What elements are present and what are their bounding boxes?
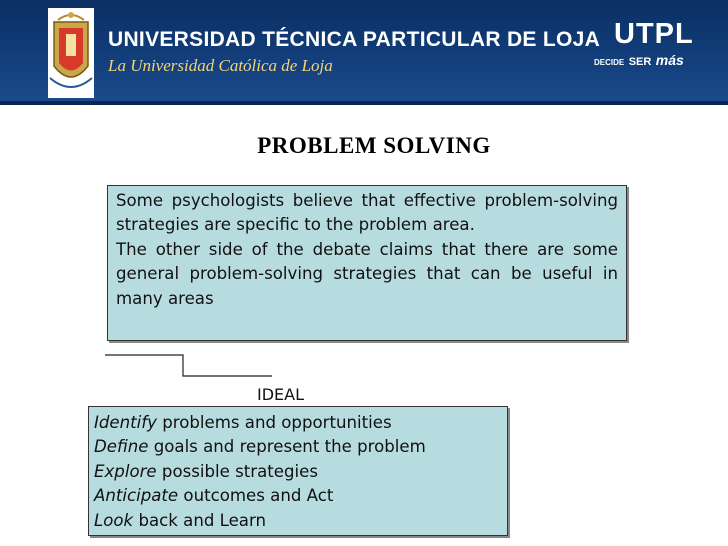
university-subtitle: La Universidad Católica de Loja [108, 56, 333, 75]
intro-paragraph-2: The other side of the debate claims that there are some general problem-solving strategies that can be useful in many areas [116, 239, 618, 308]
ideal-step-explore [94, 460, 502, 484]
ideal-text: back and Learn [133, 510, 267, 530]
ideal-text: problems and opportunities [156, 413, 392, 432]
ideal-step-define [94, 435, 502, 459]
ideal-label: IDEAL [257, 385, 305, 404]
ideal-keyword: Explore [94, 461, 157, 481]
ideal-keyword: Anticipate [94, 486, 179, 506]
ideal-step-anticipate [94, 484, 502, 508]
ideal-step-look [94, 509, 502, 533]
ideal-keyword: Look [94, 510, 134, 530]
ideal-text: outcomes and Act [178, 486, 334, 506]
tagline-ser: SER [628, 56, 652, 68]
utpl-tagline [594, 52, 684, 70]
ideal-keyword: Define [94, 437, 149, 457]
header-banner [0, 0, 728, 105]
utpl-logo-text: UTPL [614, 18, 694, 50]
university-crest-icon [46, 8, 96, 98]
university-name: UNIVERSIDAD TÉCNICA PARTICULAR DE LOJA [108, 28, 601, 51]
tagline-mas: más [655, 52, 684, 68]
ideal-steps-box [88, 406, 508, 536]
ideal-step-identify [94, 411, 502, 435]
ideal-keyword: Identify [94, 413, 157, 432]
ideal-text: goals and represent the problem [148, 437, 426, 457]
ideal-text: possible strategies [156, 461, 318, 481]
intro-paragraph-1: Some psychologists believe that effective problem-solving strategies are specific to the problem area. [116, 191, 618, 235]
connector-arrow [104, 354, 274, 378]
tagline-decide: DECIDE [594, 58, 625, 67]
intro-text-box [107, 185, 627, 341]
slide-title: PROBLEM SOLVING [257, 133, 491, 158]
